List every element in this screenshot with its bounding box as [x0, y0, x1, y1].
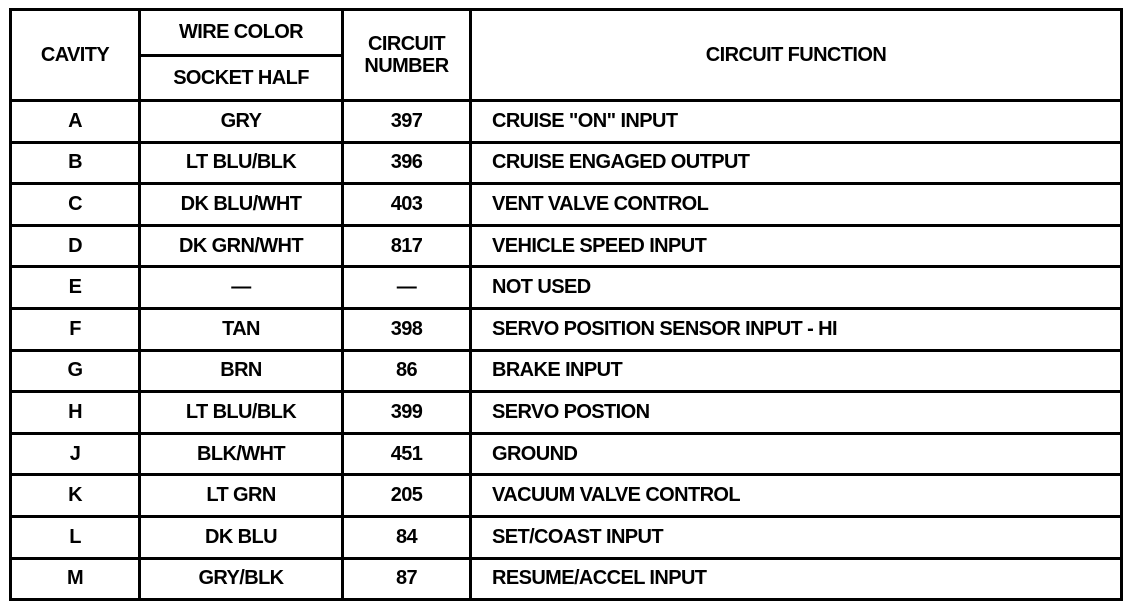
- circuit-function-cell: SERVO POSTION: [471, 392, 1122, 434]
- wire-color-cell: LT BLU/BLK: [140, 392, 343, 434]
- circuit-function-cell: SET/COAST INPUT: [471, 516, 1122, 558]
- circuit-number-cell: 398: [343, 308, 471, 350]
- circuit-number-cell: 87: [343, 558, 471, 600]
- header-wire-color: WIRE COLOR: [140, 10, 343, 56]
- circuit-function-cell: VENT VALVE CONTROL: [471, 184, 1122, 226]
- wire-color-cell: DK BLU: [140, 516, 343, 558]
- table-row: [11, 308, 1122, 350]
- circuit-number-cell: 399: [343, 392, 471, 434]
- circuit-function-cell: CRUISE "ON" INPUT: [471, 101, 1122, 143]
- table-row: [11, 433, 1122, 475]
- header-circuit-number-line1: CIRCUIT: [368, 33, 445, 55]
- table-row: [11, 350, 1122, 392]
- header-circuit-number-line2: NUMBER: [364, 55, 449, 77]
- cavity-cell: M: [11, 558, 140, 600]
- wire-color-cell: DK BLU/WHT: [140, 184, 343, 226]
- table-row: [11, 101, 1122, 143]
- wire-color-cell: —: [140, 267, 343, 309]
- circuit-number-cell: 84: [343, 516, 471, 558]
- table-row: [11, 142, 1122, 184]
- circuit-number-cell: 86: [343, 350, 471, 392]
- table-row: [11, 392, 1122, 434]
- circuit-number-cell: 396: [343, 142, 471, 184]
- circuit-number-cell: 397: [343, 101, 471, 143]
- circuit-function-cell: BRAKE INPUT: [471, 350, 1122, 392]
- cavity-cell: H: [11, 392, 140, 434]
- table-body: [11, 101, 1122, 600]
- cavity-cell: L: [11, 516, 140, 558]
- cavity-cell: A: [11, 101, 140, 143]
- wire-color-cell: DK GRN/WHT: [140, 225, 343, 267]
- table-header-row: [11, 10, 1122, 56]
- circuit-number-cell: 403: [343, 184, 471, 226]
- wire-color-cell: TAN: [140, 308, 343, 350]
- header-circuit-number: [343, 10, 471, 101]
- table-row: [11, 267, 1122, 309]
- cavity-cell: G: [11, 350, 140, 392]
- table-row: [11, 225, 1122, 267]
- wire-color-cell: LT BLU/BLK: [140, 142, 343, 184]
- wire-color-cell: BLK/WHT: [140, 433, 343, 475]
- circuit-function-cell: CRUISE ENGAGED OUTPUT: [471, 142, 1122, 184]
- wire-color-cell: BRN: [140, 350, 343, 392]
- circuit-function-cell: VEHICLE SPEED INPUT: [471, 225, 1122, 267]
- cavity-cell: C: [11, 184, 140, 226]
- wire-color-cell: GRY/BLK: [140, 558, 343, 600]
- cavity-cell: E: [11, 267, 140, 309]
- table-row: [11, 516, 1122, 558]
- table-row: [11, 184, 1122, 226]
- table-row: [11, 475, 1122, 517]
- header-cavity: CAVITY: [11, 10, 140, 101]
- header-circuit-function: CIRCUIT FUNCTION: [471, 10, 1122, 101]
- circuit-function-cell: RESUME/ACCEL INPUT: [471, 558, 1122, 600]
- cavity-cell: B: [11, 142, 140, 184]
- header-socket-half: SOCKET HALF: [140, 56, 343, 101]
- table-row: [11, 558, 1122, 600]
- wire-color-cell: LT GRN: [140, 475, 343, 517]
- circuit-function-cell: SERVO POSITION SENSOR INPUT - HI: [471, 308, 1122, 350]
- circuit-number-cell: 205: [343, 475, 471, 517]
- circuit-number-cell: 451: [343, 433, 471, 475]
- cavity-cell: F: [11, 308, 140, 350]
- circuit-number-cell: —: [343, 267, 471, 309]
- connector-pinout-table: [9, 8, 1123, 601]
- wire-color-cell: GRY: [140, 101, 343, 143]
- circuit-number-cell: 817: [343, 225, 471, 267]
- circuit-function-cell: VACUUM VALVE CONTROL: [471, 475, 1122, 517]
- cavity-cell: J: [11, 433, 140, 475]
- circuit-function-cell: GROUND: [471, 433, 1122, 475]
- cavity-cell: D: [11, 225, 140, 267]
- cavity-cell: K: [11, 475, 140, 517]
- circuit-function-cell: NOT USED: [471, 267, 1122, 309]
